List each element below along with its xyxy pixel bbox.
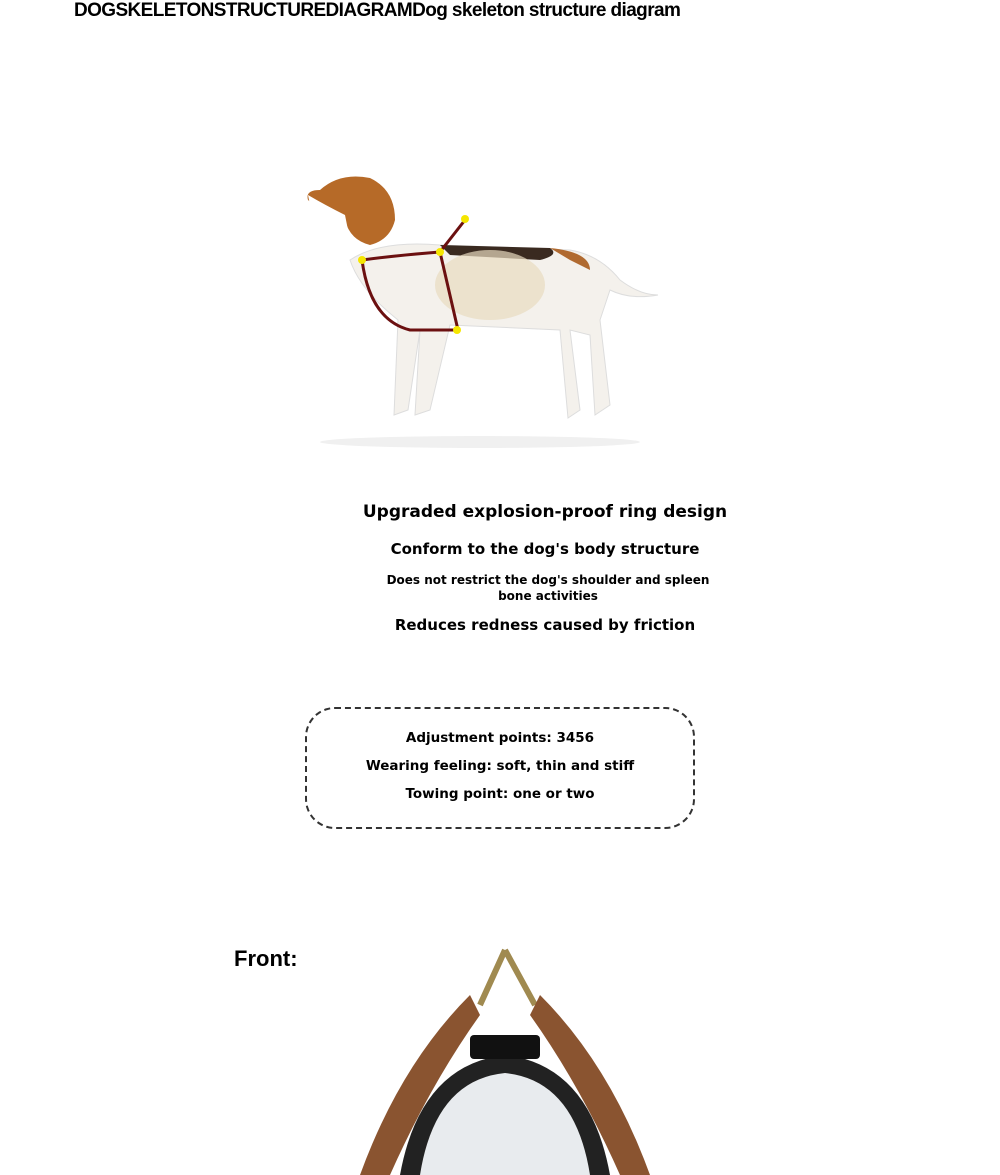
feature-text: Reduces redness caused by friction	[394, 616, 696, 634]
feature-text: Does not restrict the dog's shoulder and spleen bone activities	[386, 573, 710, 603]
harness-front-image	[340, 945, 670, 1175]
specs-box	[305, 707, 695, 829]
dog-skeleton-image	[290, 160, 670, 450]
feature-heading: Upgraded explosion-proof ring design	[362, 502, 728, 522]
spec-towing-point: Towing point: one or two	[405, 786, 595, 802]
spec-wearing-feeling: Wearing feeling: soft, thin and stiff	[365, 758, 635, 774]
front-label: Front:	[234, 946, 298, 971]
feature-text: Conform to the dog's body structure	[390, 540, 700, 558]
spec-adjustment-points: Adjustment points: 3456	[405, 730, 595, 746]
page-title: DOGSKELETONSTRUCTUREDIAGRAMDog skeleton structure diagram	[74, 0, 681, 21]
